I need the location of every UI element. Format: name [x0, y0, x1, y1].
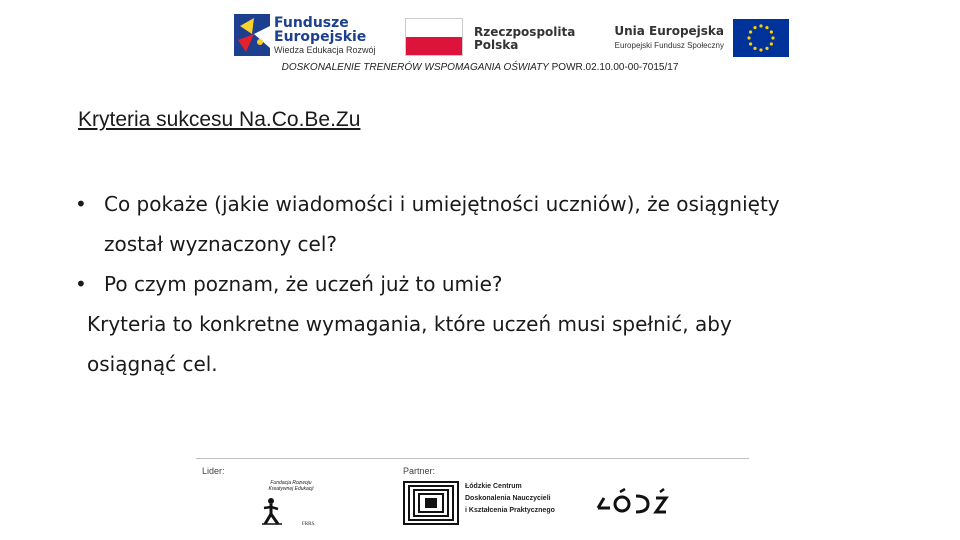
eu-star-icon [749, 30, 752, 33]
paragraph-line1: Kryteria to konkretne wymagania, które uczeń musi spełnić, aby [87, 312, 732, 336]
eu-label [604, 24, 724, 50]
lider-logo-text-1: Fundacja Rozwoju [270, 480, 312, 486]
footer-divider [196, 458, 749, 459]
partner-label: Partner: [403, 466, 436, 476]
eu-star-icon [753, 47, 756, 50]
paragraph-line2: osiągnąć cel. [87, 352, 218, 376]
eu-star-icon [759, 24, 762, 27]
eu-star-icon [765, 26, 768, 29]
lider-logo-text-2: Kreatywnej Edukacji [268, 486, 314, 492]
fundusze-name-line1: Fundusze [274, 15, 349, 31]
project-code: POWR.02.10.00-00-7015/17 [548, 62, 679, 73]
project-line [0, 62, 960, 73]
lcd-logo-text [465, 481, 555, 517]
slide-title: Kryteria sukcesu Na.Co.Be.Zu [78, 108, 361, 131]
lcd-line1: Łódzkie Centrum [465, 483, 522, 490]
eu-star-icon [770, 42, 773, 45]
bullet-2-line1: Po czym poznam, że uczeń już to umie? [104, 272, 503, 296]
eu-star-icon [771, 36, 774, 39]
lcd-line3: i Kształcenia Praktycznego [465, 507, 555, 514]
eu-star-icon [765, 47, 768, 50]
project-name: DOSKONALENIE TRENERÓW WSPOMAGANIA OŚWIATY [281, 62, 549, 73]
bullet-1-line2: został wyznaczony cel? [104, 232, 337, 256]
bullet-item-1 [75, 184, 915, 264]
bullet-1-line1: Co pokaże (jakie wiadomości i umiejętności uczniów), że osiągnięty [104, 192, 780, 216]
bullet-icon: • [75, 272, 87, 296]
eu-flag [733, 19, 789, 57]
lider-logo-mark: FRRS. [302, 522, 316, 527]
eu-fund: Europejski Fundusz Społeczny [614, 41, 724, 50]
fundusze-name [274, 16, 366, 44]
eu-star-icon [770, 30, 773, 33]
eu-title: Unia Europejska [614, 24, 724, 38]
lcd-line2: Doskonalenia Nauczycieli [465, 495, 551, 502]
lider-logo [258, 478, 324, 528]
lider-label: Lider: [202, 466, 225, 476]
fundusze-name-line2: Europejskie [274, 29, 367, 45]
lcd-logo-icon [403, 481, 459, 525]
bullet-icon: • [75, 192, 87, 216]
eu-star-icon [749, 42, 752, 45]
bullet-item-2 [75, 264, 915, 304]
eu-star-icon [747, 36, 750, 39]
poland-label [474, 26, 575, 52]
eu-star-icon [759, 48, 762, 51]
slide-content [75, 184, 915, 384]
lodz-logo [594, 486, 670, 520]
eu-star-icon [753, 26, 756, 29]
poland-flag [405, 18, 463, 56]
fundusze-program: Wiedza Edukacja Rozwój [274, 45, 376, 55]
poland-label-line2: Polska [474, 38, 519, 52]
poland-label-line1: Rzeczpospolita [474, 25, 576, 39]
